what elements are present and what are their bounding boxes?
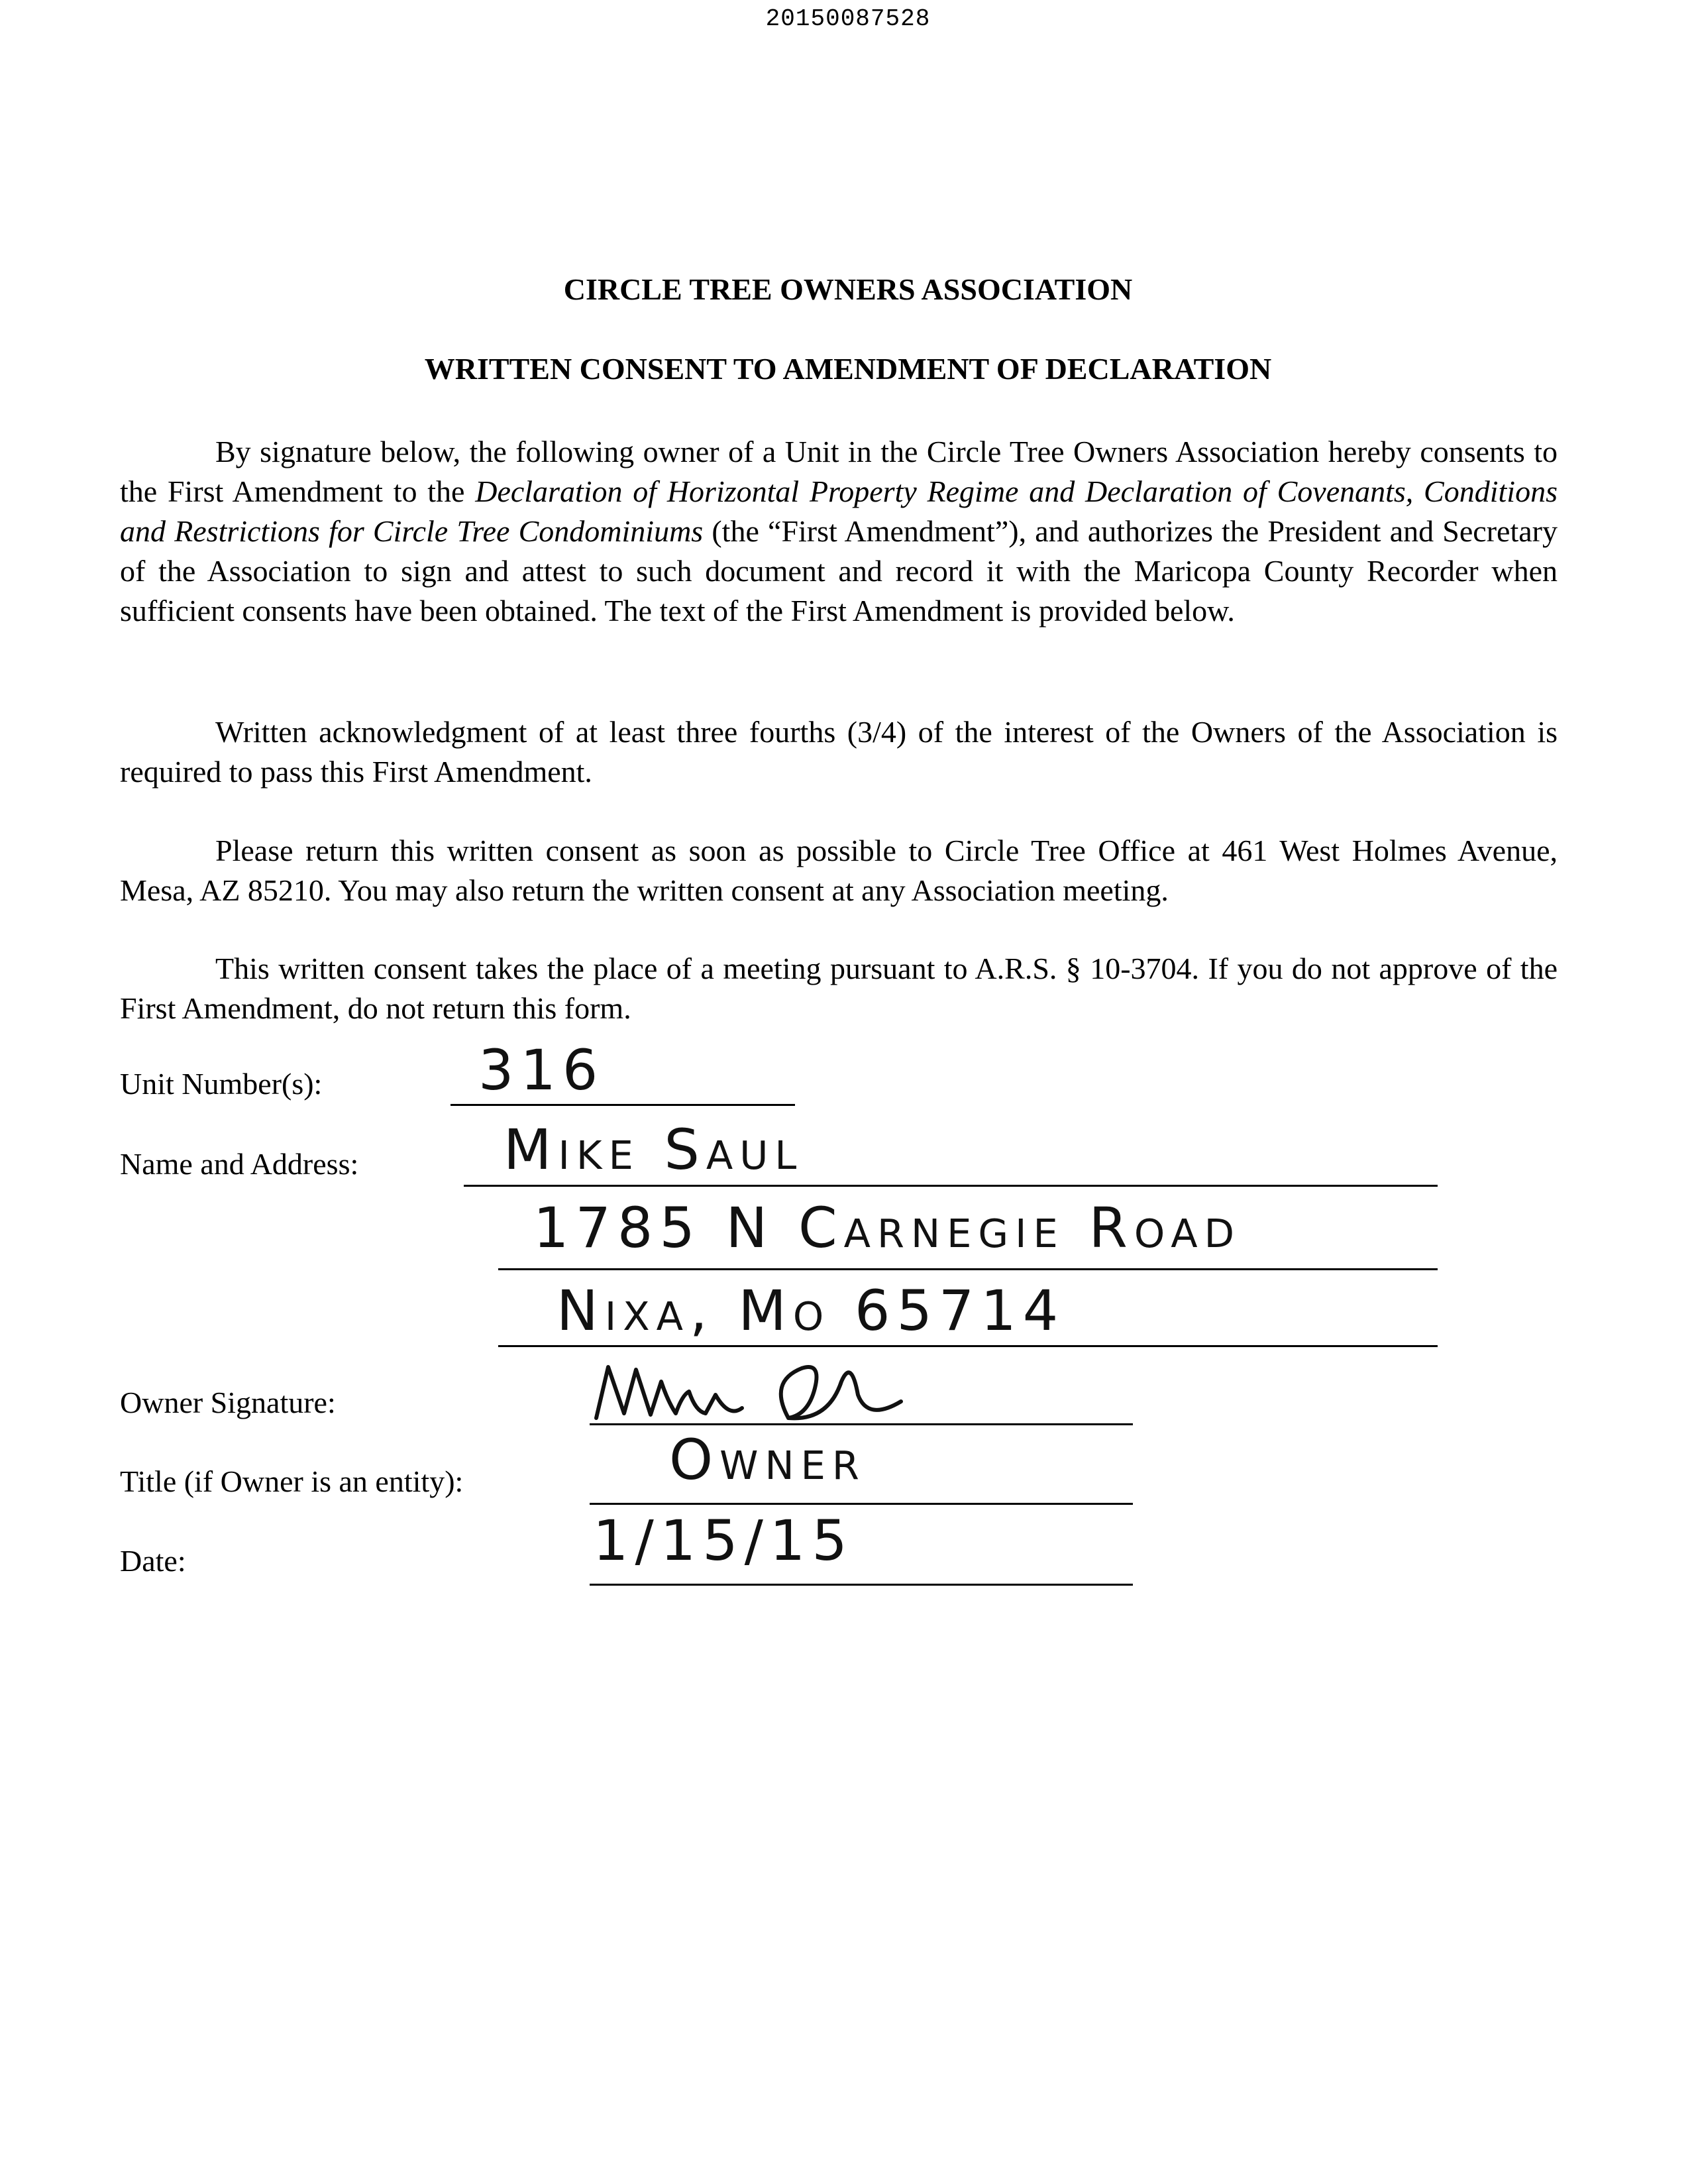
owner-name-value: Mike Saul <box>504 1117 804 1182</box>
paragraph-consent <box>120 432 1558 631</box>
paragraph-consent-part-b: (the “First Amendment”), and authorizes the President and Secretary of the Association to sign and attest to such document and record it with the Maricopa County Recorder when sufficient consents have been obtained. The text of the First Amendment is provided below. <box>120 514 1558 628</box>
paragraph-return <box>120 831 1558 910</box>
address-line-2-rule <box>498 1345 1438 1347</box>
declaration-title: Declaration of Horizontal Property Regime and Declaration of Covenants, Conditions and Restrictions for Circle Tree Condominiums <box>120 474 1558 548</box>
owner-signature <box>590 1355 987 1435</box>
paragraph-return-text: Please return this written consent as soon as possible to Circle Tree Office at 461 West Holmes Avenue, Mesa, AZ 85210. You may also return the written consent at any Association meeting. <box>120 834 1558 907</box>
address-line-1-value: 1785 N Carnegie Road <box>533 1195 1242 1260</box>
title-label: Title (if Owner is an entity): <box>120 1464 464 1498</box>
name-address-label: Name and Address: <box>120 1147 359 1181</box>
address-line-2-value: Nixa, Mo 65714 <box>556 1278 1065 1343</box>
paragraph-consent-part-a: By signature below, the following owner of a Unit in the Circle Tree Owners Association hereby consents to the First Amendment to the <box>120 435 1558 508</box>
title-line <box>590 1503 1133 1505</box>
consent-title: WRITTEN CONSENT TO AMENDMENT OF DECLARATION <box>424 352 1272 386</box>
handwritten-signature-icon <box>590 1355 987 1435</box>
association-title: CIRCLE TREE OWNERS ASSOCIATION <box>563 272 1133 306</box>
unit-number-line <box>450 1104 795 1106</box>
recording-number: 20150087528 <box>765 5 931 32</box>
paragraph-acknowledgment <box>120 712 1558 792</box>
unit-number-value: 316 <box>478 1038 605 1103</box>
paragraph-meeting-text: This written consent takes the place of a meeting pursuant to A.R.S. § 10-3704. If you do not approve of the First Amendment, do not return this form. <box>120 952 1558 1025</box>
address-line-1-rule <box>498 1268 1438 1270</box>
signature-line <box>590 1423 1133 1425</box>
unit-number-label: Unit Number(s): <box>120 1067 323 1101</box>
paragraph-acknowledgment-text: Written acknowledgment of at least three fourths (3/4) of the interest of the Owners of the Association is required to pass this First Amendment. <box>120 715 1558 789</box>
title-value: Owner <box>669 1427 866 1492</box>
name-line <box>464 1185 1438 1187</box>
paragraph-meeting <box>120 949 1558 1028</box>
date-value: 1/15/15 <box>593 1508 854 1573</box>
date-line <box>590 1584 1133 1586</box>
owner-signature-label: Owner Signature: <box>120 1386 336 1419</box>
date-label: Date: <box>120 1544 186 1578</box>
